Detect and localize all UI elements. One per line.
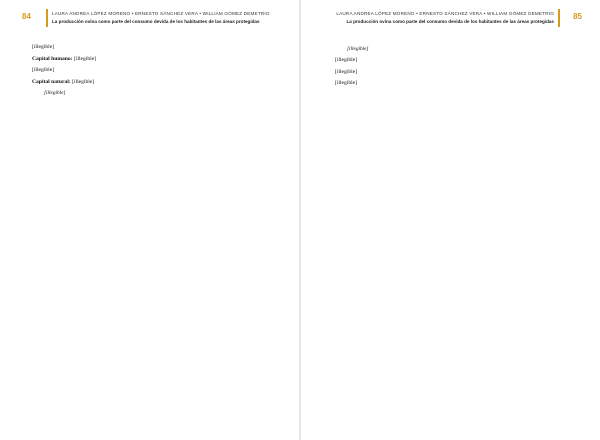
right-block-quote: [illegible]: [347, 46, 369, 52]
left-header-authors: LAURA ANDREA LÓPEZ MORENO • ERNESTO SÁNCHEZ VERA • WILLIAM GÓMEZ DEMETRIO: [52, 11, 270, 16]
left-paragraph-3-text: [illegible]: [32, 67, 55, 74]
right-page-number: 85: [573, 12, 582, 21]
right-page: [301, 0, 600, 440]
left-paragraph-4-text: [illegible]: [72, 78, 95, 85]
left-paragraph-2-text: [illegible]: [73, 55, 97, 62]
right-page-header: [301, 6, 600, 32]
left-paragraph-4-lead: Capital natural:: [32, 78, 71, 85]
right-paragraph-2: [illegible]: [335, 68, 358, 75]
right-paragraph-1: [illegible]: [335, 57, 358, 64]
right-paragraph-3: [illegible]: [335, 80, 358, 87]
right-header-subtitle: La producción ovina como parte del consumo devida de los habitantes de las áreas protegidas: [346, 19, 554, 24]
left-paragraph-3: [22, 67, 281, 75]
left-page: [0, 0, 299, 440]
left-paragraph-4: [22, 79, 281, 87]
left-paragraph-1: [22, 44, 281, 52]
right-header-authors: LAURA ANDREA LÓPEZ MORENO • ERNESTO SÁNCHEZ VERA • WILLIAM GÓMEZ DEMETRIO: [336, 11, 554, 16]
left-paragraph-2: [22, 56, 281, 64]
header-accent-bar: [46, 9, 48, 27]
left-paragraph-1-text: [illegible]: [32, 44, 55, 50]
left-block-quote: [illegible]: [44, 90, 66, 97]
right-page-body: [325, 44, 560, 432]
header-accent-bar: [558, 9, 560, 27]
left-page-body: [22, 44, 281, 432]
left-header-subtitle: La producción ovina como parte del consumo devida de los habitantes de las áreas protegidas: [52, 19, 260, 24]
left-page-header: [0, 6, 299, 32]
left-page-number: 84: [22, 12, 31, 21]
left-paragraph-2-lead: Capital humano:: [32, 55, 73, 62]
